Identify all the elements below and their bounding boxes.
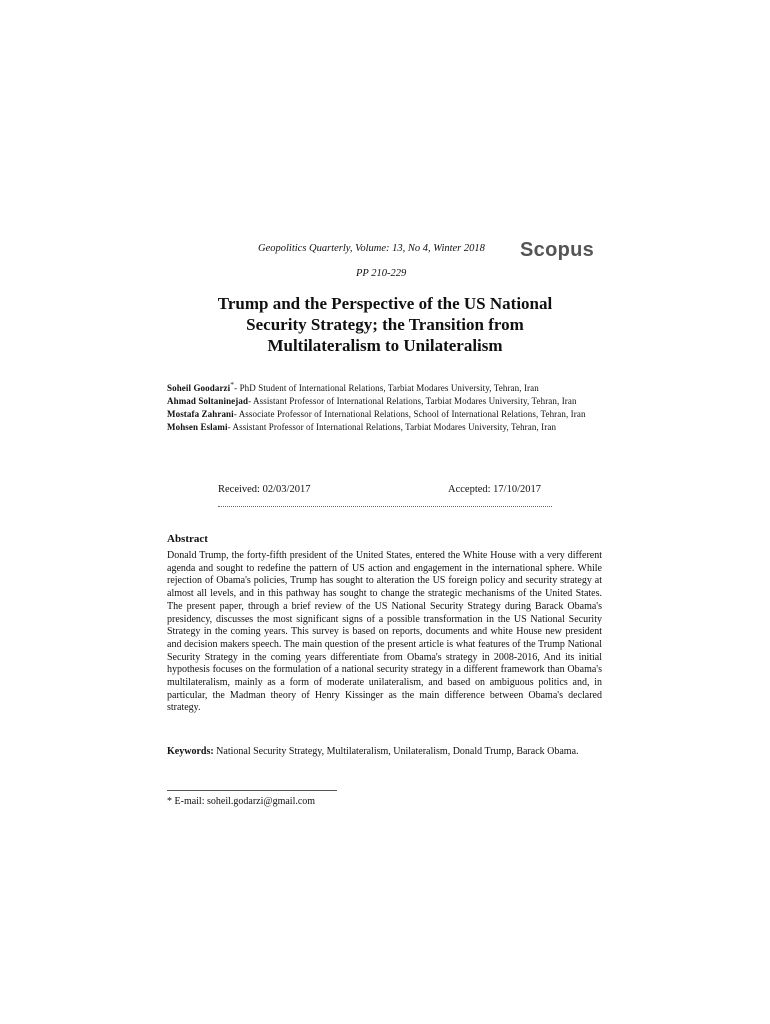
scopus-logo: Scopus — [520, 239, 595, 261]
paper-title — [150, 293, 620, 356]
author-name: Mohsen Eslami — [167, 422, 228, 432]
accepted-date: Accepted: 17/10/2017 — [448, 484, 542, 495]
keywords-label: Keywords: — [167, 746, 214, 757]
footnote-marker: * — [230, 380, 235, 389]
keywords — [167, 746, 602, 759]
title-line: Trump and the Perspective of the US National — [217, 294, 553, 313]
author-name: Mostafa Zahrani — [167, 409, 234, 419]
title-line: Security Strategy; the Transition from — [246, 315, 524, 334]
abstract-text: Donald Trump, the forty-fifth president of the United States, entered the White House with a very different agenda and sought to redefine the pattern of US action and engagement in the international sphere. While rejection of Obama's policies, Trump has sought to alteration the US foreign policy and security strategy at almost all levels, and in this pathway has sought to change the strategic mechanisms of the United States. The present paper, through a brief review of the US National Security Strategy during Barack Obama's presidency, discusses the most significant signs of a possible transformation in the US National Security Strategy in the coming years. This survey is based on reports, documents and white House new president and decision makers speech. The main question of the present article is what features of the Trump National Security Strategy in the coming years differentiate from Obama's strategy in 2008-2016, And its initial hypothesis focuses on the formulation of a national security strategy in a different framework than Obama's multilateralism, mainly as a form of moderate unilateralism, and based on ambiguous politics and, in particular, the Madman theory of Henry Kissinger as the main difference between Obama's declared strategy. — [167, 550, 602, 714]
email-footnote: * E-mail: soheil.godarzi@gmail.com — [167, 796, 316, 807]
author-entry — [167, 395, 603, 408]
author-entry — [167, 378, 603, 395]
author-name: Soheil Goodarzi — [167, 383, 231, 393]
received-date: Received: 02/03/2017 — [218, 484, 311, 495]
page-range: PP 210-229 — [356, 268, 407, 279]
author-entry — [167, 408, 603, 421]
journal-header — [258, 240, 598, 262]
author-list — [167, 378, 603, 434]
journal-citation: Geopolitics Quarterly, Volume: 13, No 4, Winter 2018 — [258, 243, 485, 254]
author-affiliation: - Associate Professor of International Relations, School of International Relations, Tehran, Iran — [233, 409, 586, 419]
dates-divider — [218, 506, 552, 507]
author-affiliation: - Assistant Professor of International Relations, Tarbiat Modares University, Tehran, Iran — [227, 422, 557, 432]
author-name: Ahmad Soltaninejad — [167, 396, 249, 406]
title-line: Multilateralism to Unilateralism — [267, 336, 503, 355]
author-affiliation: - PhD Student of International Relations, Tarbiat Modares University, Tehran, Iran — [234, 383, 539, 393]
footnote-divider — [167, 790, 337, 791]
author-affiliation: - Assistant Professor of International Relations, Tarbiat Modares University, Tehran, Iran — [248, 396, 577, 406]
author-entry — [167, 421, 603, 434]
abstract-heading: Abstract — [167, 533, 208, 545]
keywords-list: National Security Strategy, Multilateralism, Unilateralism, Donald Trump, Barack Obama. — [213, 746, 579, 757]
